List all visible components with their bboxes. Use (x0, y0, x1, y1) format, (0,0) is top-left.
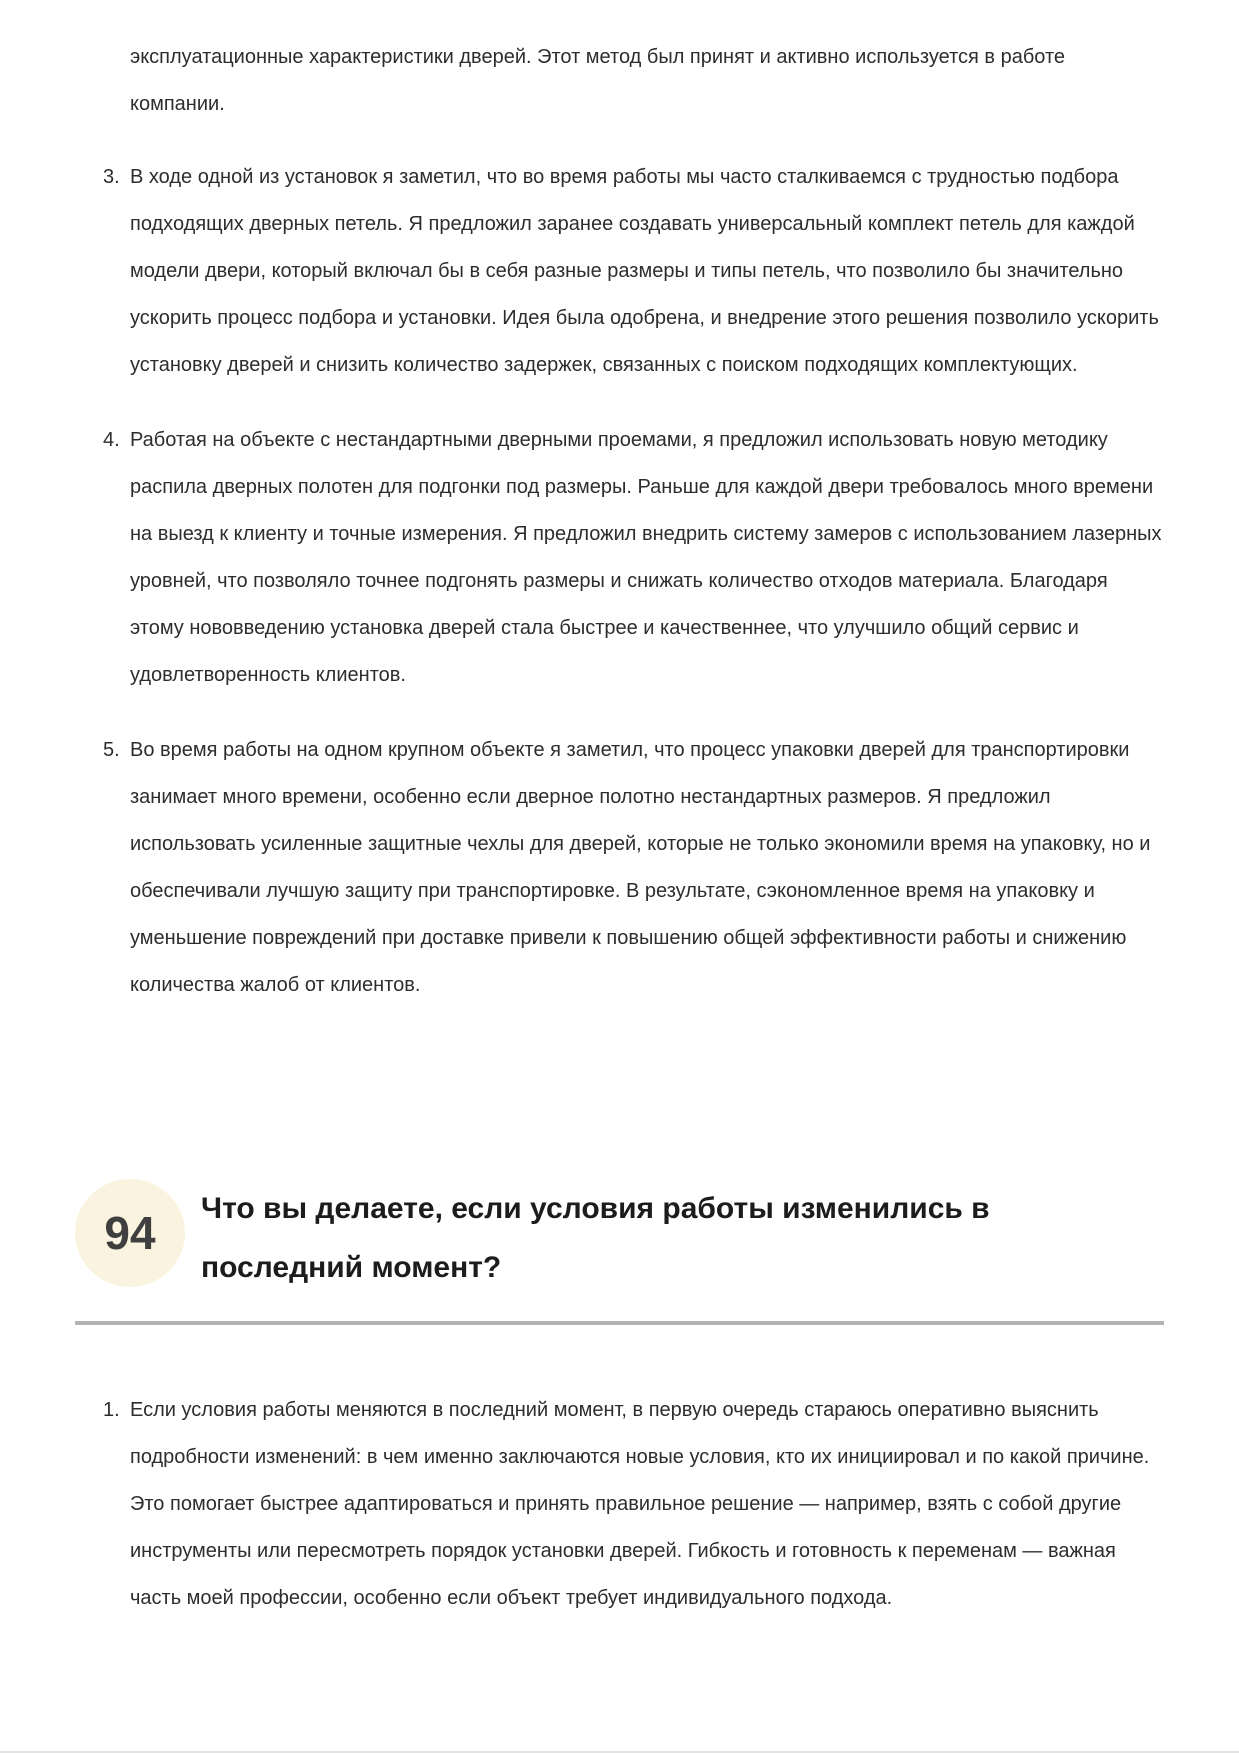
list-item-text: Работая на объекте с нестандартными дверными проемами, я предложил использовать новую методику распила дверных полотен для подгонки под размеры. Раньше для каждой двери требовалось много времени на выезд к клиенту и точные измерения. Я предложил внедрить систему замеров с использованием лазерных уровней, что позволяло точнее подгонять размеры и снижать количество отходов материала. Благодаря этому нововведению установка дверей стала быстрее и качественнее, что улучшило общий сервис и удовлетворенность клиентов. (130, 429, 1162, 686)
list-item-number: 3. (103, 166, 120, 188)
list-item (75, 154, 1164, 389)
list-item-number: 1. (103, 1399, 120, 1422)
question-title: Что вы делаете, если условия работы изменились в последний момент? (201, 1192, 990, 1285)
list-item-text: В ходе одной из установок я заметил, что во время работы мы часто сталкиваемся с трудностью подбора подходящих дверных петель. Я предложил заранее создавать универсальный комплект петель для каждой модели двери, который включал бы в себя разные размеры и типы петель, что позволило бы значительно ускорить процесс подбора и установки. Идея была одобрена, и внедрение этого решения позволило ускорить установку дверей и снизить количество задержек, связанных с поиском подходящих комплектующих. (130, 166, 1159, 376)
previous-answers-list (75, 154, 1164, 1009)
current-answers-list (75, 1387, 1164, 1622)
section-divider (75, 1321, 1164, 1325)
list-item-number: 4. (103, 429, 120, 451)
question-number-badge: 94 (75, 1179, 185, 1287)
question-header (75, 1177, 1164, 1297)
list-item-text: Во время работы на одном крупном объекте я заметил, что процесс упаковки дверей для транспортировки занимает много времени, особенно если дверное полотно нестандартных размеров. Я предложил использовать усиленные защитные чехлы для дверей, которые не только экономили время на упаковку, но и обеспечивали лучшую защиту при транспортировке. В результате, сэкономленное время на упаковку и уменьшение повреждений при доставке привели к повышению общей эффективности работы и снижению количества жалоб от клиентов. (130, 739, 1151, 996)
list-item (75, 727, 1164, 1009)
list-item (75, 1387, 1164, 1622)
list-item-number: 5. (103, 739, 120, 761)
list-item-text: Если условия работы меняются в последний момент, в первую очередь стараюсь оперативно выяснить подробности изменений: в чем именно заключаются новые условия, кто их инициировал и по какой причине. Это помогает быстрее адаптироваться и принять правильное решение — например, взять с собой другие инструменты или пересмотреть порядок установки дверей. Гибкость и готовность к переменам — важная часть моей профессии, особенно если объект требует индивидуального подхода. (130, 1399, 1150, 1610)
continuation-paragraph: эксплуатационные характеристики дверей. Этот метод был принят и активно используется в работе компании. (130, 46, 1066, 115)
list-item (75, 417, 1164, 699)
